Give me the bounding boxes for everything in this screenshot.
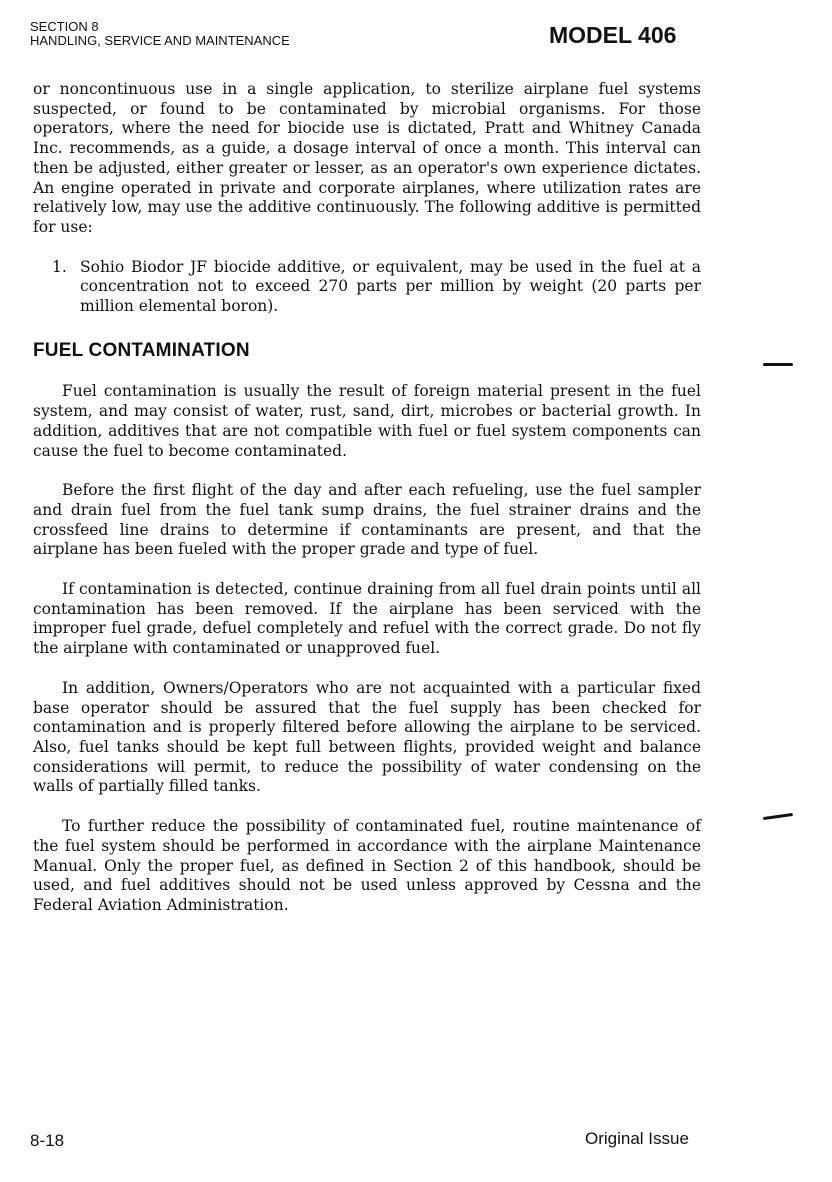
section-number: SECTION 8: [30, 19, 99, 34]
list-item-number: 1.: [52, 257, 67, 276]
paragraph-contamination-detected: If contamination is detected, continue draining from all fuel drain points until all contamination has been removed. If the airplane has been serviced with the improper fuel grade, defuel completely and refuel with the correct grade. Do not fly the airplane with contaminated or unapproved fuel.: [33, 580, 701, 658]
revision-bar: [763, 813, 793, 820]
page-body: [33, 80, 701, 936]
paragraph-fbo-assurance: In addition, Owners/Operators who are not acquainted with a particular fixed base operator should be assured that the fuel supply has been checked for contamination and is properly filtered before allowing the airplane to be serviced. Also, fuel tanks should be kept full between flights, provided weight and balance considerations will permit, to reduce the possibility of water condensing on the walls of partially filled tanks.: [33, 678, 701, 796]
section-title: HANDLING, SERVICE AND MAINTENANCE: [30, 33, 290, 48]
intro-paragraph: or noncontinuous use in a single application, to sterilize airplane fuel systems suspected, or found to be contaminated by microbial organisms. For those operators, where the need for biocide use is dictated, Pratt and Whitney Canada Inc. recommends, as a guide, a dosage interval of once a month. This interval can then be adjusted, either greater or lesser, as an operator's own experience dictates. An engine operated in private and corporate airplanes, where utilization rates are relatively low, may use the additive continuously. The following additive is permitted for use:: [33, 80, 701, 236]
paragraph-maintenance: To further reduce the possibility of contaminated fuel, routine maintenance of the fuel system should be performed in accordance with the airplane Maintenance Manual. Only the proper fuel, as defined in Section 2 of this handbook, should be used, and fuel additives should not be used unless approved by Cessna and the Federal Aviation Administration.: [33, 817, 701, 914]
model-title: MODEL 406: [549, 22, 677, 48]
page-number: 8-18: [30, 1131, 65, 1150]
paragraph-contamination-sources: Fuel contamination is usually the result of foreign material present in the fuel system, and may consist of water, rust, sand, dirt, microbes or bacterial growth. In addition, additives that are not compatible with fuel or fuel system components can cause the fuel to become contaminated.: [33, 382, 701, 460]
revision-bar: [763, 363, 793, 366]
section-heading: FUEL CONTAMINATION: [33, 339, 250, 361]
issue-label: Original Issue: [585, 1129, 689, 1148]
paragraph-preflight-sampling: Before the first flight of the day and after each refueling, use the fuel sampler and drain fuel from the fuel tank sump drains, the fuel strainer drains and the crossfeed line drains to determine if contaminants are present, and that the airplane has been fueled with the proper grade and type of fuel.: [33, 481, 701, 559]
list-item-text: Sohio Biodor JF biocide additive, or equivalent, may be used in the fuel at a concentration not to exceed 270 parts per million by weight (20 parts per million elemental boron).: [80, 257, 701, 316]
list-item: [33, 258, 701, 317]
section-header: [30, 20, 290, 48]
